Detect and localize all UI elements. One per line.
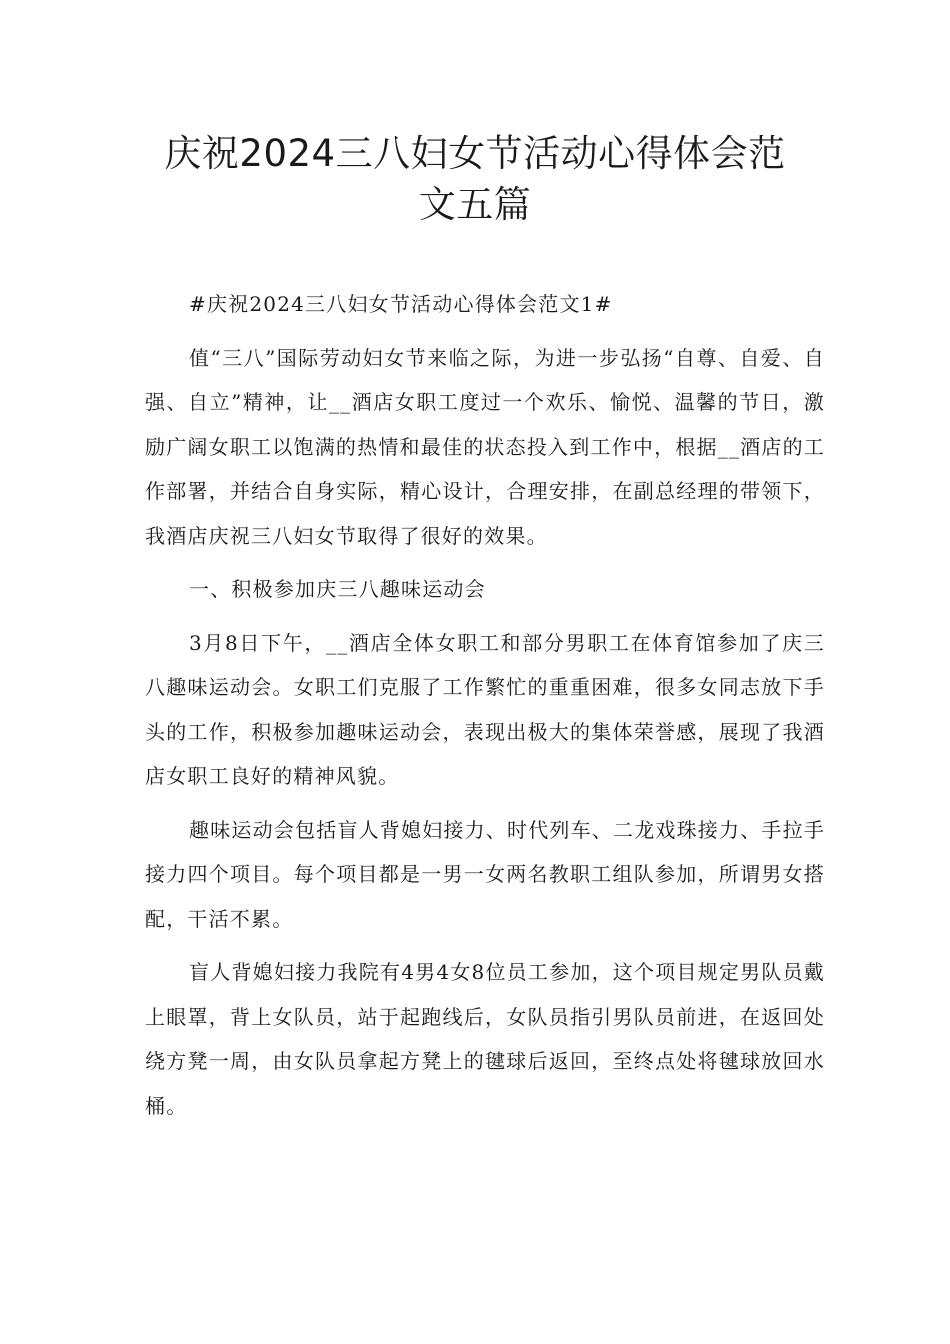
document-body <box>145 282 825 1137</box>
section-heading: 一、积极参加庆三八趣味运动会 <box>189 577 486 601</box>
paragraph-relay: 盲人背媳妇接力我院有4男4女8位员工参加，这个项目规定男队员戴上眼罩，背上女队员，站于起跑线后，女队员指引男队员前进，在返回处绕方凳一周，由女队员拿起方凳上的毽球后返回，至终点处将毽球放回水桶。 <box>145 960 825 1118</box>
paragraph-events-list: 趣味运动会包括盲人背媳妇接力、时代列车、二龙戏珠接力、手拉手接力四个项目。每个项目都是一男一女两名教职工组队参加，所谓男女搭配，干活不累。 <box>145 817 825 931</box>
paragraph-intro: 值“三八”国际劳动妇女节来临之际，为进一步弘扬“自尊、自爱、自强、自立”精神，让__酒店女职工度过一个欢乐、愉悦、温馨的节日，激励广阔女职工以饱满的热情和最佳的状态投入到工作中，根据__酒店的工作部署，并结合自身实际，精心设计，合理安排，在副总经理的带领下，我酒店庆祝三八妇女节取得了很好的效果。 <box>145 345 825 548</box>
document-title <box>120 128 830 230</box>
title-line-2: 文五篇 <box>418 183 532 226</box>
title-line-1: 庆祝2024三八妇女节活动心得体会范 <box>164 132 786 175</box>
article-heading: #庆祝2024三八妇女节活动心得体会范文1# <box>189 292 613 316</box>
paragraph-event: 3月8日下午，__酒店全体女职工和部分男职工在体育馆参加了庆三八趣味运动会。女职工们克服了工作繁忙的重重困难，很多女同志放下手头的工作，积极参加趣味运动会，表现出极大的集体荣誉感，展现了我酒店女职工良好的精神风貌。 <box>145 630 825 788</box>
